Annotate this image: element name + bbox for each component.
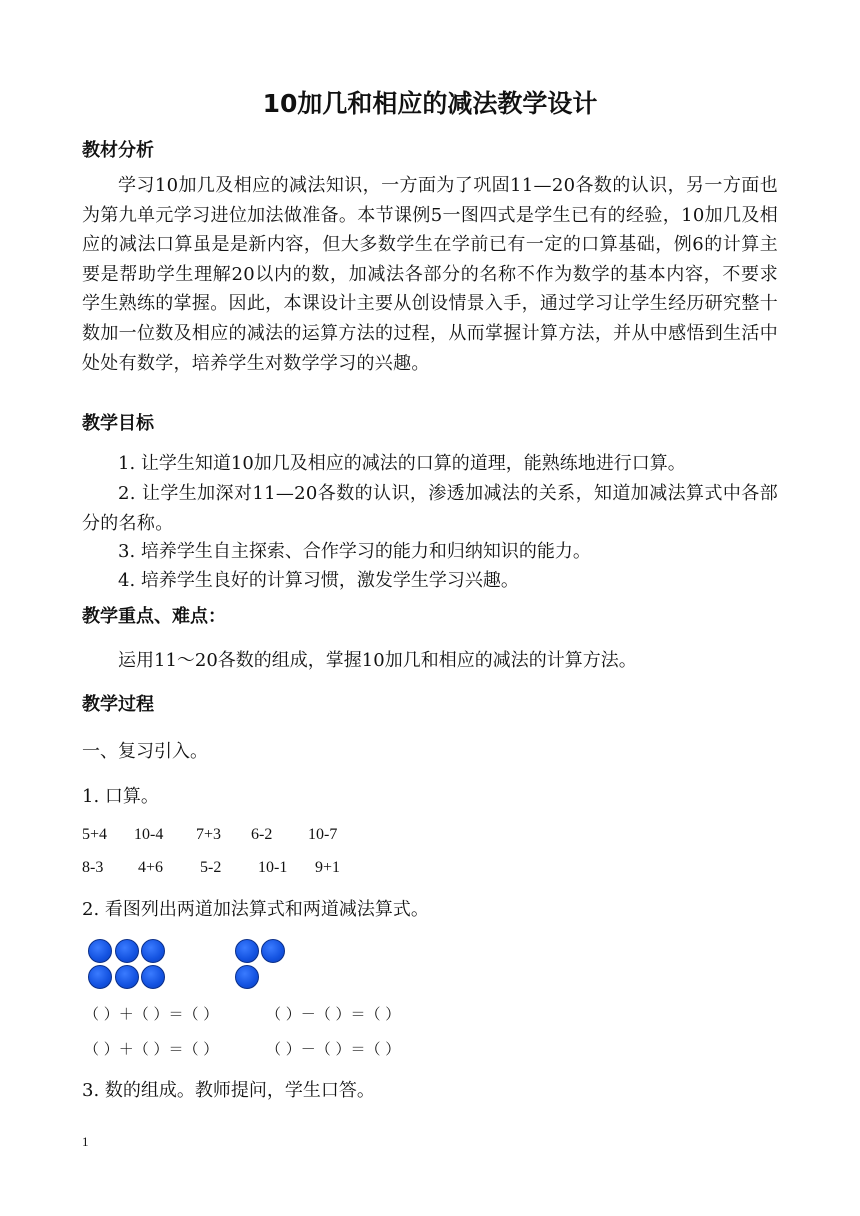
blue-dot-icon: [261, 939, 285, 963]
key-points-text: 运用11～20各数的组成，掌握10加几和相应的减法的计算方法。: [118, 650, 637, 671]
blue-dot-icon: [141, 965, 165, 989]
subtraction-blank-1: （ ）－（ ）＝（ ）: [266, 1005, 401, 1023]
oral-calc-label: 1. 口算。: [82, 786, 159, 807]
oral-expression: 10-4: [134, 826, 164, 843]
goal-item-1: 1. 让学生知道10加几及相应的减法的口算的道理，能熟练地进行口算。: [118, 453, 686, 474]
oral-expression: 4+6: [138, 859, 164, 876]
dots-picture: [88, 939, 288, 993]
oral-row-1: [82, 824, 482, 846]
goal-item-3: 3. 培养学生自主探索、合作学习的能力和归纳知识的能力。: [118, 541, 591, 562]
blue-dot-icon: [115, 939, 139, 963]
oral-expression: 5+4: [82, 826, 108, 843]
blue-dot-icon: [115, 965, 139, 989]
oral-expression: 10-1: [258, 859, 288, 876]
section-heading-goals: 教学目标: [82, 413, 154, 434]
goal-item-2: 2. 让学生加深对11—20各数的认识，渗透加减法的关系，知道加减法算式中各部分的名称。: [82, 483, 778, 534]
picture-task-label: 2. 看图列出两道加法算式和两道减法算式。: [82, 899, 429, 920]
blue-dot-icon: [235, 965, 259, 989]
addition-blank-1: （ ）＋（ ）＝（ ）: [84, 1005, 219, 1023]
blue-dot-icon: [235, 939, 259, 963]
page-number: 1: [82, 1134, 89, 1149]
blue-dot-icon: [88, 939, 112, 963]
section-heading-analysis: 教材分析: [82, 140, 154, 161]
addition-blank-2: （ ）＋（ ）＝（ ）: [84, 1040, 219, 1058]
oral-expression: 7+3: [196, 826, 222, 843]
oral-expression: 5-2: [200, 859, 222, 876]
oral-row-2: [82, 857, 482, 879]
oral-expression: 6-2: [251, 826, 273, 843]
section-heading-process: 教学过程: [82, 694, 154, 715]
section-heading-key-points: 教学重点、难点：: [82, 606, 226, 627]
composition-label: 3. 数的组成。教师提问，学生口答。: [82, 1080, 375, 1101]
page-title: 10加几和相应的减法教学设计: [262, 89, 598, 118]
oral-expression: 10-7: [308, 826, 338, 843]
oral-expression: 8-3: [82, 859, 104, 876]
blue-dot-icon: [88, 965, 112, 989]
subtraction-blank-2: （ ）－（ ）＝（ ）: [266, 1040, 401, 1058]
goal-item-4: 4. 培养学生良好的计算习惯，激发学生学习兴趣。: [118, 570, 519, 591]
analysis-paragraph: 学习10加几及相应的减法知识，一方面为了巩固11—20各数的认识，另一方面也为第九单元学习进位加法做准备。本节课例5一图四式是学生已有的经验，10加几及相应的减法口算虽是是新内容，但大多数学生在学前已有一定的口算基础，例6的计算主要是帮助学生理解20以内的数，加减法各部分的名称不作为数学的基本内容，不要求学生熟练的掌握。因此，本课设计主要从创设情景入手，通过学习让学生经历研究整十数加一位数及相应的减法的运算方法的过程，从而掌握计算方法，并从中感悟到生活中处处有数学，培养学生对数学学习的兴趣。: [82, 175, 778, 374]
step-1-label: 一、复习引入。: [82, 741, 208, 762]
blue-dot-icon: [141, 939, 165, 963]
oral-expression: 9+1: [315, 859, 341, 876]
